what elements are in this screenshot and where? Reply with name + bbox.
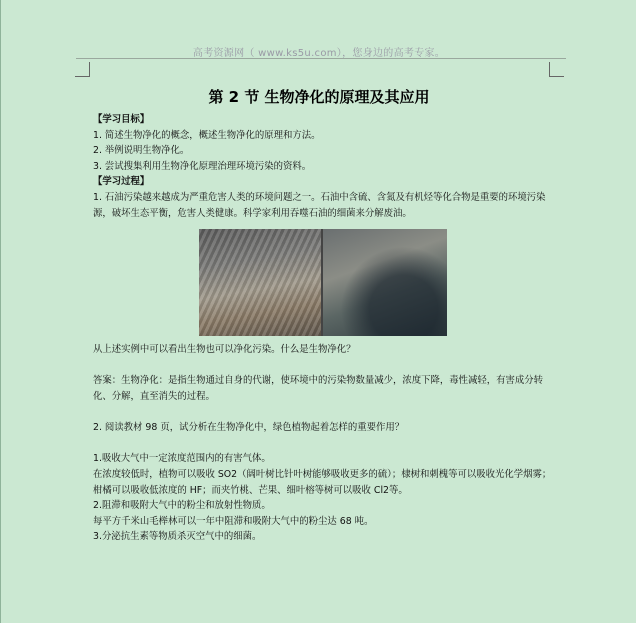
document-body bbox=[93, 112, 553, 545]
goals-heading: 【学习目标】 bbox=[93, 114, 150, 125]
point-3: 3.分泌抗生素等物质杀灭空气中的细菌。 bbox=[93, 531, 262, 543]
answer-1: 答案：生物净化：是指生物通过自身的代谢，使环境中的污染物数量减少，浓度下降，毒性减轻，有害成分转化、分解，直至消失的过程。 bbox=[93, 375, 544, 402]
blank-line bbox=[93, 405, 553, 421]
process-intro: 1. 石油污染越来越成为严重危害人类的环境问题之一。石油中含硫、含氮及有机烃等化合物是重要的环境污染源，破坏生态平衡，危害人类健康。科学家利用吞噬石油的细菌来分解废油。 bbox=[93, 191, 546, 219]
document-title: 第 2 节 生物净化的原理及其应用 bbox=[208, 88, 430, 106]
point-2-detail: 每平方千米山毛榉林可以一年中阻滞和吸附大气中的粉尘达 68 吨。 bbox=[93, 515, 374, 527]
question-1: 从上述实例中可以看出生物也可以净化污染。什么是生物净化？ bbox=[93, 344, 356, 356]
blank-line bbox=[93, 436, 553, 452]
margin-corner-mark bbox=[75, 62, 90, 77]
oil-slick-water-photo bbox=[321, 229, 447, 336]
goal-item: 3. 尝试搜集利用生物净化原理治理环境污染的资料。 bbox=[93, 160, 312, 172]
question-2: 2. 阅读教材 98 页，试分析在生物净化中，绿色植物起着怎样的重要作用？ bbox=[93, 422, 405, 434]
goal-item: 1. 简述生物净化的概念，概述生物净化的原理和方法。 bbox=[93, 129, 321, 141]
header-divider bbox=[76, 58, 566, 59]
oil-pollution-photos bbox=[93, 229, 553, 336]
point-1-detail: 在浓度较低时，植物可以吸收 SO2（阔叶树比针叶树能够吸收更多的硫）；棣树和刺槐等可以吸收光化学烟雾；柑橘可以吸收低浓度的 HF；而夹竹桃、芒果、细叶榕等树可以吸收 Cl2等。 bbox=[93, 468, 552, 496]
process-heading: 【学习过程】 bbox=[93, 176, 150, 188]
point-2: 2.阻滞和吸附大气中的粉尘和放射性物质。 bbox=[93, 500, 271, 512]
page-header: 高考资源网（ www.ks5u.com），您身边的高考专家。 bbox=[192, 48, 446, 59]
oil-spill-beach-photo bbox=[199, 229, 321, 336]
margin-corner-mark bbox=[549, 62, 564, 77]
goal-item: 2. 举例说明生物净化。 bbox=[93, 145, 190, 157]
point-1: 1.吸收大气中一定浓度范围内的有害气体。 bbox=[93, 453, 271, 465]
blank-line bbox=[93, 358, 553, 374]
